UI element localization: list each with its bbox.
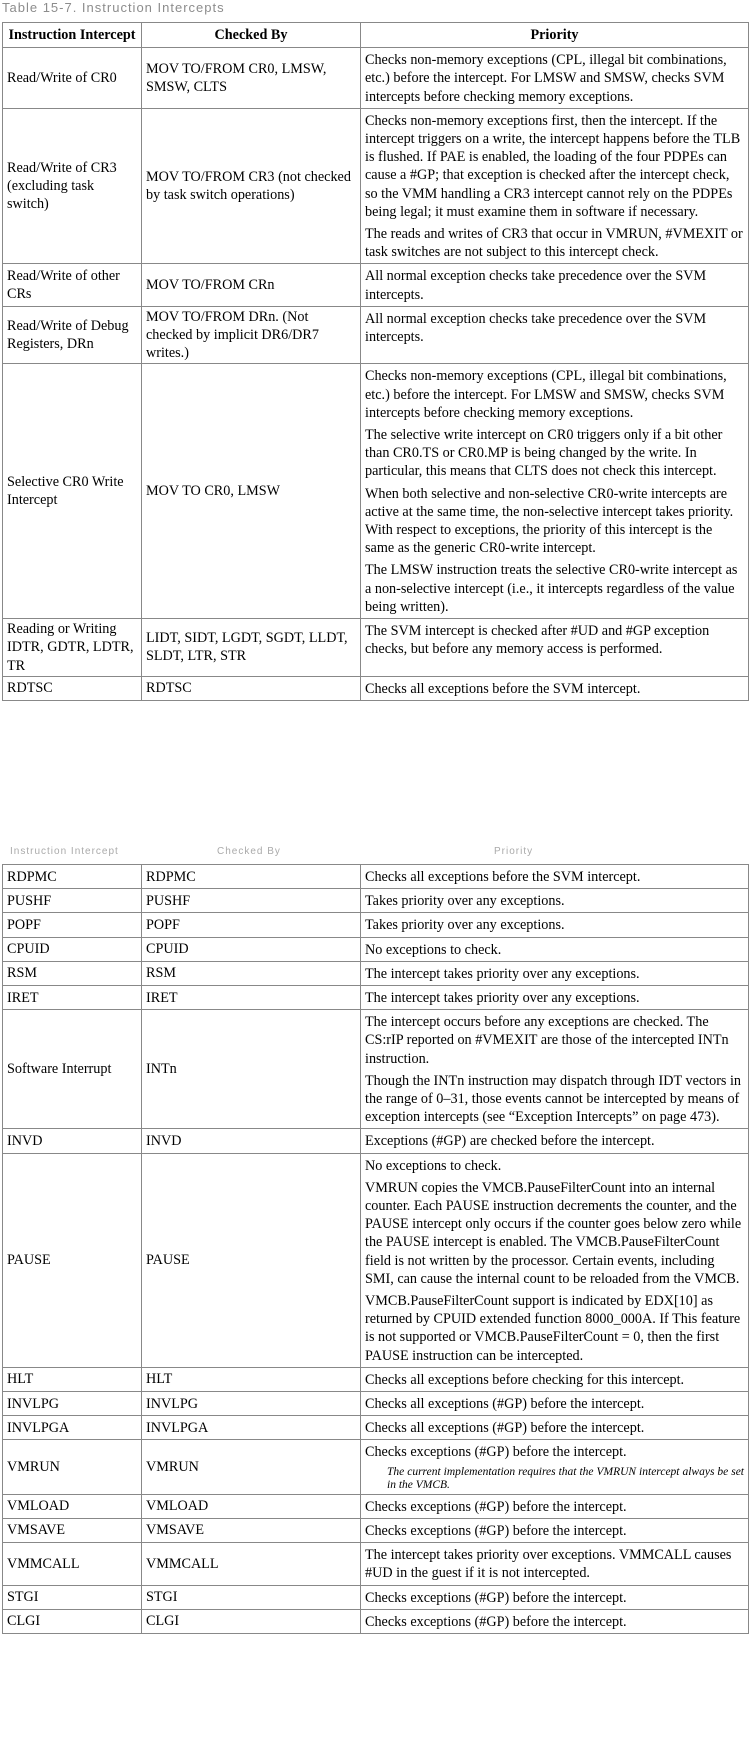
cell-instruction-intercept: STGI	[3, 1585, 142, 1609]
table-row	[3, 1494, 749, 1518]
table-caption: Table 15-7. Instruction Intercepts	[2, 0, 225, 15]
table-row	[3, 364, 749, 619]
cell-priority	[361, 619, 749, 677]
cell-priority	[361, 108, 749, 264]
cell-priority	[361, 986, 749, 1010]
cell-checked-by: INTn	[142, 1010, 361, 1129]
cell-checked-by: IRET	[142, 986, 361, 1010]
cell-priority	[361, 1609, 749, 1633]
cell-checked-by: STGI	[142, 1585, 361, 1609]
cell-instruction-intercept: CLGI	[3, 1609, 142, 1633]
cell-instruction-intercept: VMLOAD	[3, 1494, 142, 1518]
cell-instruction-intercept: Software Interrupt	[3, 1010, 142, 1129]
priority-paragraph: Checks all exceptions before the SVM intercept.	[365, 869, 641, 885]
table-row	[3, 676, 749, 700]
cell-priority	[361, 48, 749, 109]
header-checked-by: Checked By	[142, 23, 361, 48]
table-row	[3, 108, 749, 264]
cell-instruction-intercept: VMMCALL	[3, 1543, 142, 1585]
cell-checked-by: VMSAVE	[142, 1518, 361, 1542]
cell-instruction-intercept: CPUID	[3, 937, 142, 961]
cell-instruction-intercept: VMRUN	[3, 1440, 142, 1494]
cell-checked-by: POPF	[142, 913, 361, 937]
priority-paragraph: Checks exceptions (#GP) before the intercept.	[365, 1498, 627, 1515]
cell-checked-by: LIDT, SIDT, LGDT, SGDT, LLDT, SLDT, LTR, STR	[142, 619, 361, 677]
cell-instruction-intercept: PAUSE	[3, 1153, 142, 1367]
table-row	[3, 865, 749, 889]
cell-checked-by: MOV TO/FROM CR3 (not checked by task switch operations)	[142, 108, 361, 264]
cell-priority	[361, 1518, 749, 1542]
cell-priority	[361, 937, 749, 961]
implementation-note: The current implementation requires that the VMRUN intercept always be set in the VMCB.	[387, 1465, 744, 1491]
priority-paragraph: The SVM intercept is checked after #UD and #GP exception checks, but before any memory access is performed.	[365, 623, 710, 658]
cell-checked-by: MOV TO/FROM DRn. (Not checked by implicit DR6/DR7 writes.)	[142, 306, 361, 364]
cell-checked-by: PUSHF	[142, 889, 361, 913]
header-priority: Priority	[361, 23, 749, 48]
cell-checked-by: INVLPGA	[142, 1416, 361, 1440]
priority-paragraph: VMRUN copies the VMCB.PauseFilterCount into an internal counter. Each PAUSE instruction decrements the counter, and the PAUSE intercept only occurs if the counter goes below zero while the PAUSE intercept is enabled. The VMCB.PauseFilterCount field is not written by the processor. Certain events, including SMI, can cause the internal count to be reloaded from the VMCB.	[365, 1179, 742, 1287]
cell-instruction-intercept: Read/Write of Debug Registers, DRn	[3, 306, 142, 364]
priority-paragraph: No exceptions to check.	[365, 1157, 502, 1174]
priority-paragraph: Takes priority over any exceptions.	[365, 893, 565, 910]
continued-header-priority: Priority	[494, 846, 534, 857]
cell-checked-by: VMRUN	[142, 1440, 361, 1494]
priority-paragraph: Though the INTn instruction may dispatch through IDT vectors in the range of 0–31, those events cannot be intercepted by means of exception intercepts (see “Exception Intercepts” on page 473).	[365, 1072, 742, 1126]
cell-checked-by: RDPMC	[142, 865, 361, 889]
table-row	[3, 937, 749, 961]
cell-priority	[361, 1440, 749, 1494]
priority-paragraph: Checks exceptions (#GP) before the intercept.	[365, 1589, 627, 1606]
cell-checked-by: RSM	[142, 961, 361, 985]
table-row	[3, 986, 749, 1010]
cell-checked-by: HLT	[142, 1367, 361, 1391]
cell-priority	[361, 865, 749, 889]
cell-instruction-intercept: Selective CR0 Write Intercept	[3, 364, 142, 619]
intercepts-table-part1	[2, 22, 749, 701]
cell-instruction-intercept: Reading or Writing IDTR, GDTR, LDTR, TR	[3, 619, 142, 677]
cell-instruction-intercept: Read/Write of other CRs	[3, 264, 142, 306]
intercepts-table-part2	[2, 864, 749, 1634]
continued-table-header	[2, 843, 748, 865]
table-row	[3, 961, 749, 985]
cell-checked-by: MOV TO/FROM CRn	[142, 264, 361, 306]
table-row	[3, 1416, 749, 1440]
cell-priority	[361, 264, 749, 306]
table-row	[3, 1543, 749, 1585]
cell-priority	[361, 1367, 749, 1391]
table-row	[3, 1153, 749, 1367]
priority-paragraph: The intercept takes priority over exceptions. VMMCALL causes #UD in the guest if it is not intercepted.	[365, 1547, 732, 1582]
priority-paragraph: All normal exception checks take precedence over the SVM intercepts.	[365, 268, 707, 303]
cell-instruction-intercept: INVLPGA	[3, 1416, 142, 1440]
priority-paragraph: Checks exceptions (#GP) before the intercept.	[365, 1522, 627, 1539]
cell-checked-by: MOV TO CR0, LMSW	[142, 364, 361, 619]
priority-paragraph: The intercept takes priority over any exceptions.	[365, 990, 640, 1007]
cell-checked-by: VMLOAD	[142, 1494, 361, 1518]
table-row	[3, 1585, 749, 1609]
cell-priority	[361, 1010, 749, 1129]
table-row	[3, 619, 749, 677]
table-row	[3, 913, 749, 937]
priority-paragraph: Takes priority over any exceptions.	[365, 917, 565, 934]
priority-paragraph: No exceptions to check.	[365, 941, 502, 958]
cell-instruction-intercept: POPF	[3, 913, 142, 937]
cell-checked-by: CPUID	[142, 937, 361, 961]
table-row	[3, 1010, 749, 1129]
cell-instruction-intercept: RDTSC	[3, 676, 142, 700]
table-row	[3, 1609, 749, 1633]
table-row	[3, 306, 749, 364]
cell-instruction-intercept: RDPMC	[3, 865, 142, 889]
cell-checked-by: MOV TO/FROM CR0, LMSW, SMSW, CLTS	[142, 48, 361, 109]
cell-priority	[361, 1392, 749, 1416]
priority-paragraph: When both selective and non-selective CR0-write intercepts are active at the same time, the non-selective intercept takes priority. With respect to exceptions, the priority of this intercept is the same as the generic CR0-write intercept.	[365, 485, 734, 557]
table-row	[3, 1129, 749, 1153]
priority-paragraph: The selective write intercept on CR0 triggers only if a bit other than CR0.TS or CR0.MP is being changed by the write. In particular, this means that CLTS does not check this intercept.	[365, 427, 723, 480]
priority-paragraph: The intercept takes priority over any exceptions.	[365, 965, 640, 982]
cell-instruction-intercept: VMSAVE	[3, 1518, 142, 1542]
priority-paragraph: Checks all exceptions (#GP) before the intercept.	[365, 1420, 645, 1437]
cell-checked-by: CLGI	[142, 1609, 361, 1633]
cell-instruction-intercept: HLT	[3, 1367, 142, 1391]
cell-priority	[361, 1543, 749, 1585]
cell-priority	[361, 676, 749, 700]
cell-checked-by: INVLPG	[142, 1392, 361, 1416]
priority-paragraph: Checks all exceptions before the SVM intercept.	[365, 680, 641, 697]
priority-paragraph: The LMSW instruction treats the selective CR0-write intercept as a non-selective intercept (i.e., it intercepts regardless of the value being written).	[365, 562, 738, 615]
cell-checked-by: INVD	[142, 1129, 361, 1153]
priority-paragraph: VMCB.PauseFilterCount support is indicated by EDX[10] as returned by CPUID extended function 8000_000A. If This feature is not supported or VMCB.PauseFilterCount = 0, then the first PAUSE instruction can be intercepted.	[365, 1293, 741, 1364]
priority-paragraph: Checks non-memory exceptions first, then the intercept. If the intercept triggers on a write, the intercept happens before the TLB is flushed. If PAE is enabled, the loading of the four PDPEs can cause a #GP; that exception is checked after the intercept check, so the VMM handling a CR3 intercept cannot rely on the PDPEs being legal; it must examine them in software if necessary.	[365, 112, 741, 220]
priority-paragraph: The intercept occurs before any exceptions are checked. The CS:rIP reported on #VMEXIT are those of the intercepted INTn instruction.	[365, 1014, 729, 1067]
table-row	[3, 1367, 749, 1391]
table-header-row	[3, 23, 749, 48]
table-row	[3, 264, 749, 306]
priority-paragraph: Checks all exceptions before checking for this intercept.	[365, 1371, 685, 1388]
priority-paragraph: All normal exception checks take precedence over the SVM intercepts.	[365, 310, 707, 346]
cell-instruction-intercept: Read/Write of CR0	[3, 48, 142, 109]
cell-priority	[361, 1153, 749, 1367]
table-row	[3, 1518, 749, 1542]
priority-paragraph: The reads and writes of CR3 that occur in VMRUN, #VMEXIT or task switches are not subject to this intercept check.	[365, 226, 743, 261]
cell-instruction-intercept: INVLPG	[3, 1392, 142, 1416]
cell-priority	[361, 1129, 749, 1153]
cell-priority	[361, 1494, 749, 1518]
table-row	[3, 1440, 749, 1494]
header-instruction-intercept: Instruction Intercept	[3, 23, 142, 48]
cell-instruction-intercept: RSM	[3, 961, 142, 985]
table-row	[3, 1392, 749, 1416]
priority-paragraph: Checks non-memory exceptions (CPL, illegal bit combinations, etc.) before the intercept. For LMSW and SMSW, checks SVM intercepts before checking memory exceptions.	[365, 52, 727, 105]
priority-paragraph: Checks exceptions (#GP) before the intercept.	[365, 1613, 627, 1630]
cell-priority	[361, 364, 749, 619]
priority-paragraph: Checks all exceptions (#GP) before the intercept.	[365, 1396, 645, 1413]
priority-paragraph: Exceptions (#GP) are checked before the intercept.	[365, 1133, 655, 1150]
continued-header-checked-by: Checked By	[217, 846, 281, 857]
priority-paragraph: Checks non-memory exceptions (CPL, illegal bit combinations, etc.) before the intercept. For LMSW and SMSW, checks SVM intercepts before checking memory exceptions.	[365, 368, 727, 421]
cell-priority	[361, 1585, 749, 1609]
cell-checked-by: PAUSE	[142, 1153, 361, 1367]
cell-priority	[361, 913, 749, 937]
continued-header-instruction-intercept: Instruction Intercept	[10, 846, 119, 857]
table-row	[3, 889, 749, 913]
cell-instruction-intercept: PUSHF	[3, 889, 142, 913]
table-row	[3, 48, 749, 109]
cell-checked-by: RDTSC	[142, 676, 361, 700]
cell-priority	[361, 961, 749, 985]
cell-instruction-intercept: Read/Write of CR3 (excluding task switch)	[3, 108, 142, 264]
cell-instruction-intercept: IRET	[3, 986, 142, 1010]
cell-priority	[361, 306, 749, 364]
cell-priority	[361, 889, 749, 913]
cell-priority	[361, 1416, 749, 1440]
cell-instruction-intercept: INVD	[3, 1129, 142, 1153]
cell-checked-by: VMMCALL	[142, 1543, 361, 1585]
priority-paragraph: Checks exceptions (#GP) before the intercept.	[365, 1444, 627, 1461]
